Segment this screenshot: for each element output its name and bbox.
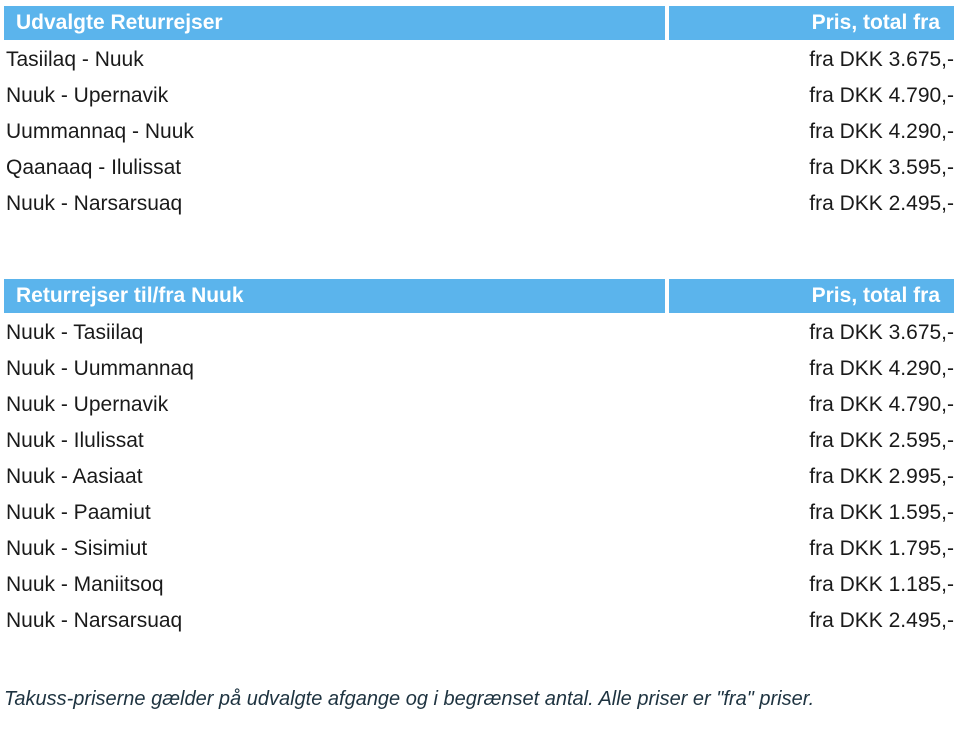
table-body xyxy=(4,42,954,222)
table-row xyxy=(4,315,954,351)
table-row xyxy=(4,495,954,531)
route-cell: Nuuk - Aasiaat xyxy=(6,465,143,488)
table-row xyxy=(4,42,954,78)
route-cell: Tasiilaq - Nuuk xyxy=(6,48,144,71)
price-cell: fra DKK 1.595,- xyxy=(809,501,954,524)
route-cell: Nuuk - Tasiilaq xyxy=(6,321,144,344)
price-cell: fra DKK 4.290,- xyxy=(809,357,954,380)
price-cell: fra DKK 4.290,- xyxy=(809,120,954,143)
route-cell: Nuuk - Paamiut xyxy=(6,501,151,524)
table-row xyxy=(4,567,954,603)
table-row xyxy=(4,78,954,114)
price-cell: fra DKK 2.495,- xyxy=(809,609,954,632)
price-cell: fra DKK 3.675,- xyxy=(809,321,954,344)
price-cell: fra DKK 4.790,- xyxy=(809,84,954,107)
route-cell: Uummannaq - Nuuk xyxy=(6,120,194,143)
route-cell: Nuuk - Narsarsuaq xyxy=(6,192,183,215)
table-row xyxy=(4,459,954,495)
table-body xyxy=(4,315,954,639)
table-header xyxy=(4,6,954,40)
table-row xyxy=(4,531,954,567)
price-cell: fra DKK 1.185,- xyxy=(809,573,954,596)
route-column-header: Udvalgte Returrejser xyxy=(4,6,665,40)
price-cell: fra DKK 2.595,- xyxy=(809,429,954,452)
route-cell: Qaanaaq - Ilulissat xyxy=(6,156,182,179)
price-cell: fra DKK 2.495,- xyxy=(809,192,954,215)
price-cell: fra DKK 2.995,- xyxy=(809,465,954,488)
table-row xyxy=(4,387,954,423)
route-cell: Nuuk - Upernavik xyxy=(6,84,169,107)
route-column-header: Returrejser til/fra Nuuk xyxy=(4,279,665,313)
price-column-header: Pris, total fra xyxy=(669,6,954,40)
table-row xyxy=(4,603,954,639)
price-column-header: Pris, total fra xyxy=(669,279,954,313)
route-cell: Nuuk - Uummannaq xyxy=(6,357,194,380)
table-row xyxy=(4,114,954,150)
table-row xyxy=(4,351,954,387)
table-row xyxy=(4,150,954,186)
price-cell: fra DKK 1.795,- xyxy=(809,537,954,560)
route-cell: Nuuk - Maniitsoq xyxy=(6,573,164,596)
table-row xyxy=(4,186,954,222)
price-cell: fra DKK 3.595,- xyxy=(809,156,954,179)
nuuk-return-trips-table xyxy=(4,279,954,639)
route-cell: Nuuk - Sisimiut xyxy=(6,537,148,560)
route-cell: Nuuk - Narsarsuaq xyxy=(6,609,183,632)
price-cell: fra DKK 4.790,- xyxy=(809,393,954,416)
route-cell: Nuuk - Ilulissat xyxy=(6,429,144,452)
route-cell: Nuuk - Upernavik xyxy=(6,393,169,416)
table-row xyxy=(4,423,954,459)
price-footnote: Takuss-priserne gælder på udvalgte afgange og i begrænset antal. Alle priser er "fra" priser. xyxy=(4,688,815,710)
selected-return-trips-table xyxy=(4,6,954,222)
price-cell: fra DKK 3.675,- xyxy=(809,48,954,71)
table-header xyxy=(4,279,954,313)
